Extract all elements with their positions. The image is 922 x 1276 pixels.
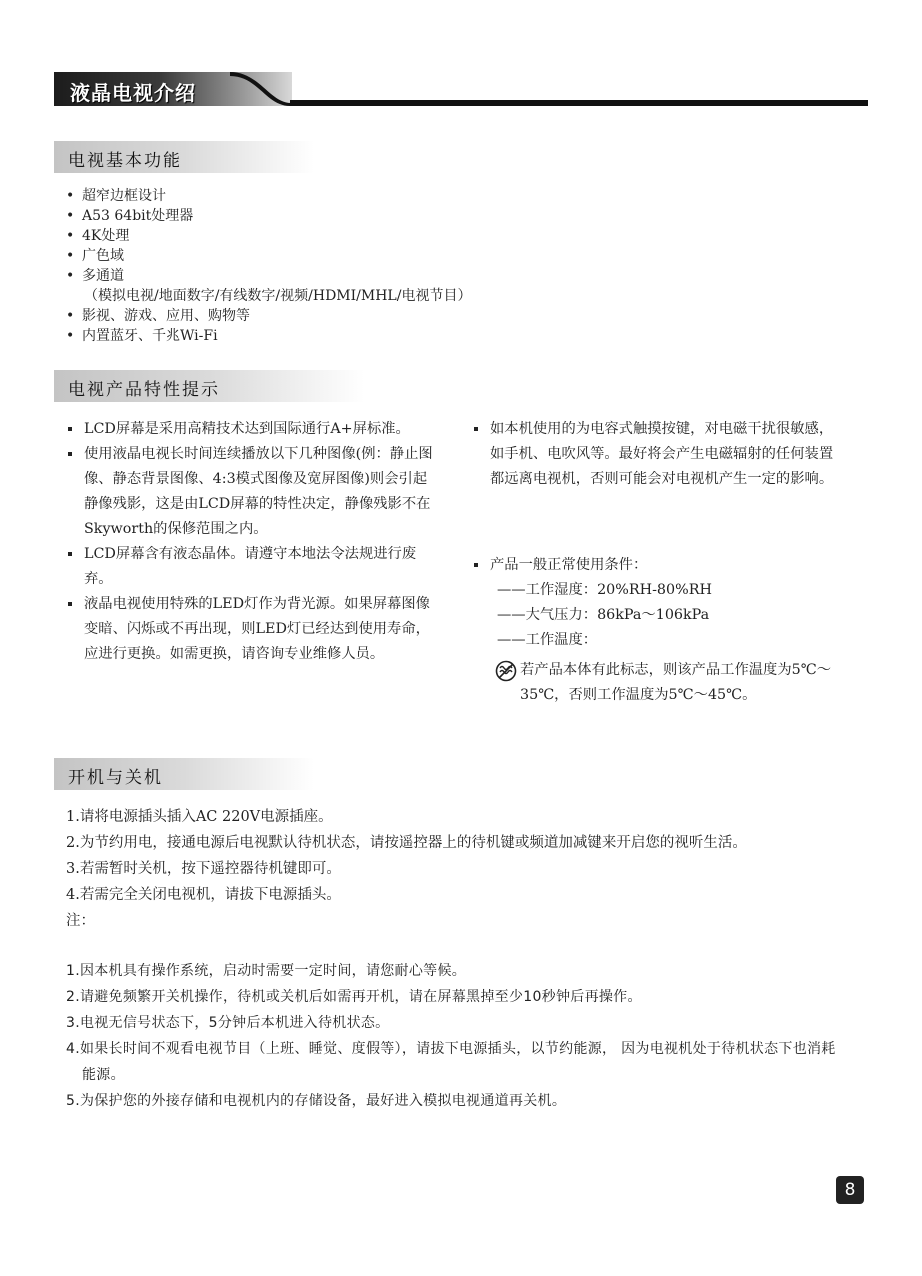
temperature-mark-icon: [495, 660, 517, 682]
basic-functions-list: [54, 186, 654, 346]
list-item: • 多通道: [66, 268, 124, 284]
product-tips-right-column: [474, 417, 846, 492]
power-step: 2.为节约用电，接通电源后电视默认待机状态，请按遥控器上的待机键或频道加减键来开启您的视听生活。: [66, 835, 747, 851]
tip-item: 液晶电视使用特殊的LED灯作为背光源。如果屏幕图像变暗、闪烁或不再出现，则LED灯已经达到使用寿命，应进行更换。如需更换，请咨询专业维修人员。: [68, 592, 440, 667]
note-item: 2.请避免频繁开关机操作，待机或关机后如需再开机，请在屏幕黑掉至少10秒钟后再操作。: [66, 989, 642, 1005]
product-tips-left-column: [68, 417, 440, 667]
power-step: 1.请将电源插头插入AC 220V电源插座。: [66, 809, 333, 825]
tip-item: 如本机使用的为电容式触摸按键，对电磁干扰很敏感，如手机、电吹风等。最好将会产生电磁辐射的任何装置都远离电视机，否则可能会对电视机产生一定的影响。: [474, 417, 846, 492]
list-item: • A53 64bit处理器: [66, 208, 194, 224]
condition-pressure: ——大气压力：86kPa～106kPa: [497, 607, 710, 623]
usage-conditions: [474, 553, 854, 578]
note-item: 3.电视无信号状态下，5分钟后本机进入待机状态。: [66, 1015, 390, 1031]
temperature-note: 若产品本体有此标志，则该产品工作温度为5℃～35℃，否则工作温度为5℃～45℃。: [520, 662, 832, 703]
note-item: 5.为保护您的外接存储和电视机内的存储设备，最好进入模拟电视通道再关机。: [66, 1093, 567, 1109]
page-title: 液晶电视介绍: [70, 81, 196, 105]
tip-item: LCD屏幕是采用高精技术达到国际通行A+屏标准。: [68, 417, 440, 442]
power-step: 3.若需暂时关机，按下遥控器待机键即可。: [66, 861, 341, 877]
list-item-detail: （模拟电视/地面数字/有线数字/视频/HDMI/MHL/电视节目）: [84, 288, 472, 304]
page-number: 8: [836, 1176, 864, 1204]
list-item: • 4K处理: [66, 228, 130, 244]
condition-temperature: ——工作温度：: [497, 632, 598, 648]
tip-item: LCD屏幕含有液态晶体。请遵守本地法令法规进行废弃。: [68, 542, 440, 592]
section-title: 电视基本功能: [68, 151, 182, 171]
list-item: • 影视、游戏、应用、购物等: [66, 308, 250, 324]
section-title: 开机与关机: [68, 768, 163, 788]
note-label: 注：: [66, 913, 95, 929]
conditions-list: [497, 578, 857, 653]
power-step: 4.若需完全关闭电视机，请拔下电源插头。: [66, 887, 341, 903]
list-item: • 超窄边框设计: [66, 188, 166, 204]
list-item: • 广色域: [66, 248, 124, 264]
power-steps-list: [66, 804, 846, 934]
section-heading-product-tips: [54, 370, 364, 402]
power-notes-list: [66, 958, 846, 1114]
condition-humidity: ——工作湿度：20%RH-80%RH: [497, 582, 712, 598]
conditions-title: 产品一般正常使用条件：: [474, 553, 854, 578]
section-heading-basic-functions: [54, 141, 314, 173]
note-item: 1.因本机具有操作系统，启动时需要一定时间，请您耐心等候。: [66, 963, 467, 979]
section-title: 电视产品特性提示: [68, 380, 220, 400]
section-heading-power: [54, 758, 314, 790]
note-item: 4.如果长时间不观看电视节目（上班、睡觉、度假等），请拔下电源插头，以节约能源， 因为电视机处于待机状态下也消耗能源。: [66, 1041, 836, 1083]
header-rule: [290, 100, 868, 106]
tip-item: 使用液晶电视长时间连续播放以下几种图像(例：静止图像、静态背景图像、4:3模式图像及宽屏图像)则会引起静像残影，这是由LCD屏幕的特性决定，静像残影不在Skyworth的保修范围之内。: [68, 442, 440, 542]
list-item: • 内置蓝牙、千兆Wi-Fi: [66, 328, 218, 344]
